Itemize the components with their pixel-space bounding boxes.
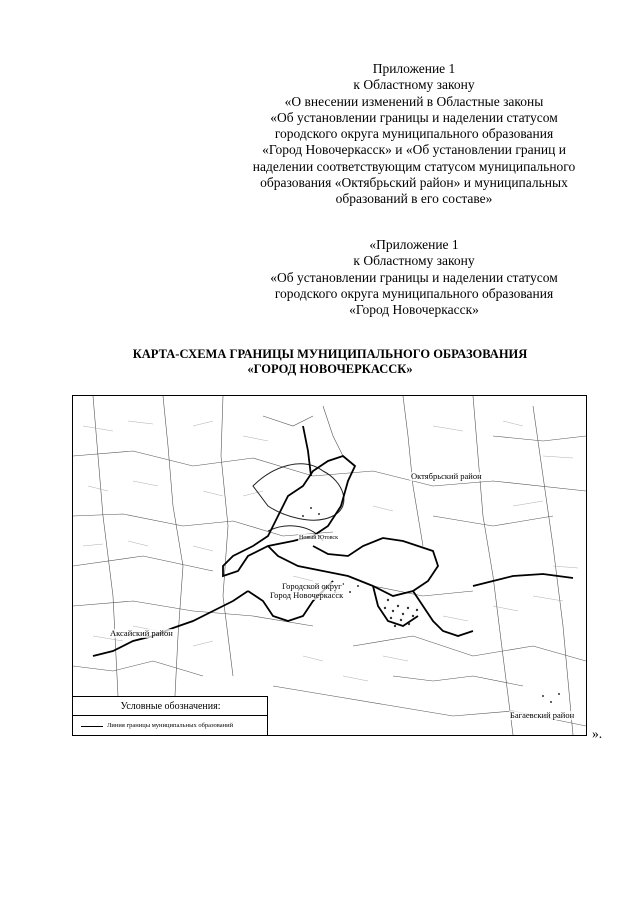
label-aksaysky-district: Аксайский район bbox=[110, 628, 173, 638]
annex-current-header bbox=[228, 61, 600, 208]
map-title bbox=[0, 347, 640, 377]
annex-current-line: «Город Новочеркасск» и «Об установлении границ и bbox=[262, 142, 566, 158]
annex-current-line: «Об установлении границы и наделении статусом bbox=[270, 109, 558, 125]
label-oktyabrsky-district: Октябрьский район bbox=[411, 471, 482, 481]
map-title-line: «ГОРОД НОВОЧЕРКАССК» bbox=[247, 362, 413, 376]
map-legend bbox=[73, 696, 268, 735]
map-drawing bbox=[73, 396, 586, 735]
road-network bbox=[73, 396, 586, 735]
legend-divider bbox=[73, 715, 267, 716]
annex-current-line: Приложение 1 bbox=[372, 61, 456, 76]
annex-current-line: образования «Октябрьский район» и муниципальных bbox=[260, 175, 568, 191]
legend-item-text: Линия границы муниципальных образований bbox=[107, 722, 234, 729]
annex-original-header bbox=[228, 237, 600, 318]
label-city-district-line2: Город Новочеркасск bbox=[270, 590, 344, 600]
map-title-line: КАРТА-СХЕМА ГРАНИЦЫ МУНИЦИПАЛЬНОГО ОБРАЗОВАНИЯ bbox=[132, 347, 528, 361]
urban-area bbox=[302, 507, 560, 703]
annex-current-line: городского округа муниципального образования bbox=[274, 126, 554, 142]
legend-line-symbol bbox=[81, 726, 103, 727]
legend-title: Условные обозначения: bbox=[120, 701, 221, 712]
annex-original-line: «Об установлении границы и наделении статусом bbox=[270, 269, 558, 285]
annex-original-line: к Областному закону bbox=[353, 253, 475, 269]
label-settlement: Новый Ютовск bbox=[299, 535, 338, 541]
annex-original-line: «Город Новочеркасск» bbox=[349, 302, 479, 318]
closing-quote-mark: ». bbox=[592, 726, 603, 741]
annex-current-line: «О внесении изменений в Областные законы bbox=[284, 93, 544, 109]
annex-current-line: образований в его составе» bbox=[335, 191, 493, 207]
label-bagaevsky-district: Багаевский район bbox=[510, 710, 575, 720]
label-city-district-line1: Городской округ bbox=[282, 581, 342, 591]
annex-original-line: городского округа муниципального образования bbox=[274, 285, 554, 301]
annex-current-line: наделении соответствующим статусом муниципального bbox=[252, 158, 576, 174]
map-scheme bbox=[72, 395, 587, 736]
annex-current-line: к Областному закону bbox=[353, 77, 475, 93]
water-features bbox=[253, 464, 344, 541]
annex-original-line: «Приложение 1 bbox=[369, 237, 459, 252]
